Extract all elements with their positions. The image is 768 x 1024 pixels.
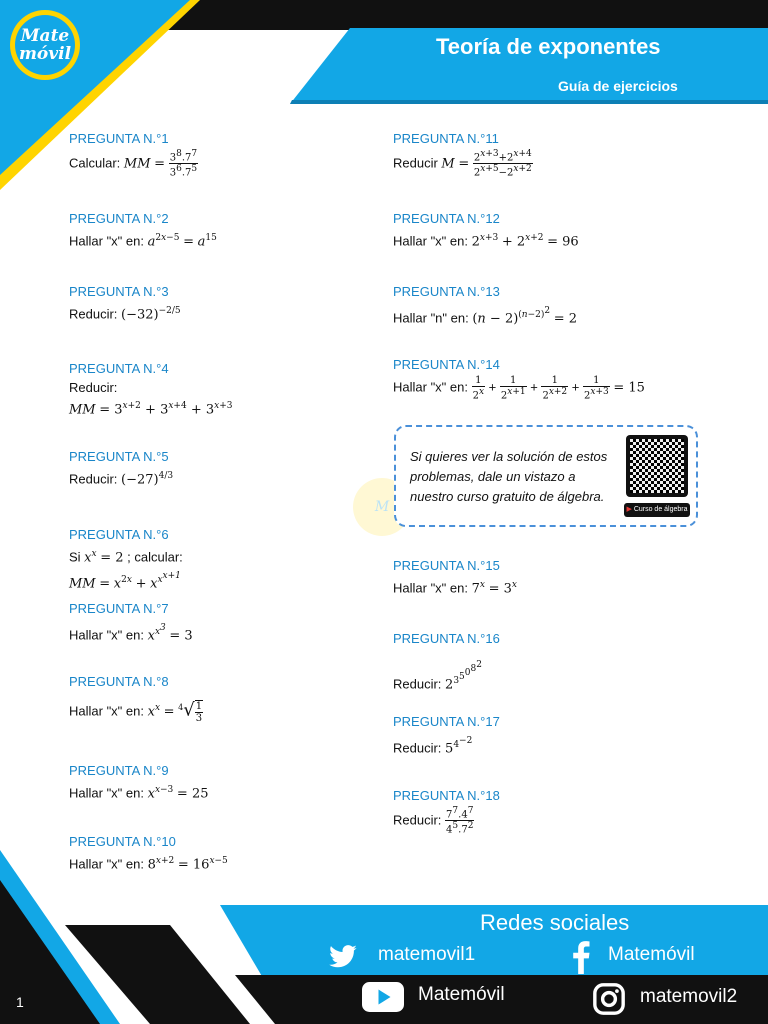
qr-code[interactable] bbox=[626, 435, 688, 497]
question-prefix: Si bbox=[69, 549, 85, 565]
question-prefix: Reducir: bbox=[69, 471, 122, 487]
matemovil-watermark: M bbox=[353, 478, 411, 536]
question-label: PREGUNTA N.°7 bbox=[69, 601, 169, 616]
twitter-icon[interactable] bbox=[326, 942, 360, 972]
question-7: PREGUNTA N.°7 Hallar "x" en: $x^{x^3} = 3$ bbox=[69, 601, 193, 644]
facebook-icon[interactable] bbox=[570, 940, 592, 974]
question-label: PREGUNTA N.°5 bbox=[69, 449, 169, 464]
question-prefix: Reducir: bbox=[69, 380, 118, 395]
youtube-icon: ▶ bbox=[626, 506, 632, 513]
question-label: PREGUNTA N.°16 bbox=[393, 631, 500, 646]
question-prefix: Hallar "x" en: bbox=[69, 703, 148, 719]
qr-label[interactable] bbox=[624, 503, 690, 517]
question-prefix: Hallar "x" en: bbox=[69, 785, 148, 801]
question-2: PREGUNTA N.°2 Hallar "x" en: $a^{2x-5} = a^{15}$ bbox=[69, 211, 217, 250]
question-prefix: Hallar "n" en: bbox=[393, 310, 473, 326]
question-14: PREGUNTA N.°14 Hallar "x" en: $\frac{1}{2^x}$ + $\frac{1}{2^{x+1}}$ + $\frac{1}{2^{x+2}}$ + $\frac{1}{2^{x+3}}$ = 15 bbox=[393, 357, 645, 402]
question-prefix: Reducir bbox=[393, 155, 442, 171]
logo-text-line1: Mate bbox=[20, 26, 70, 46]
question-prefix: Reducir: bbox=[393, 812, 446, 828]
question-label: PREGUNTA N.°18 bbox=[393, 788, 500, 803]
course-promo-box[interactable] bbox=[394, 425, 698, 527]
question-12: PREGUNTA N.°12 Hallar "x" en: $2^{x+3} + 2^{x+2} = 96$ bbox=[393, 211, 579, 250]
question-prefix: Reducir: bbox=[393, 740, 446, 756]
page-number: 1 bbox=[16, 994, 24, 1010]
question-label: PREGUNTA N.°13 bbox=[393, 284, 500, 299]
question-4: PREGUNTA N.°4 Reducir: MM = $3^{x+2} + 3^{x+4} + 3^{x+3}$ bbox=[69, 361, 233, 418]
twitter-handle[interactable]: matemovil1 bbox=[378, 944, 476, 965]
instagram-handle[interactable]: matemovil2 bbox=[640, 986, 738, 1007]
question-prefix: Hallar "x" en: bbox=[393, 233, 472, 249]
logo-text-line2: móvil bbox=[18, 44, 72, 64]
promo-text: Si quieres ver la solución de estos problemas, dale un vistazo a nuestro curso gratuito de álgebra. bbox=[410, 449, 608, 504]
question-10: PREGUNTA N.°10 Hallar "x" en: $8^{x+2} = 16^{x-5}$ bbox=[69, 834, 228, 873]
question-label: PREGUNTA N.°1 bbox=[69, 131, 169, 146]
question-label: PREGUNTA N.°12 bbox=[393, 211, 500, 226]
question-prefix: Reducir: bbox=[69, 306, 122, 322]
page-subtitle: Guía de ejercicios bbox=[558, 78, 678, 94]
question-prefix: Reducir: bbox=[393, 676, 446, 692]
question-label: PREGUNTA N.°8 bbox=[69, 674, 169, 689]
question-6: PREGUNTA N.°6 Si $x^x = 2$ ; calcular: MM = $x^{2x} + x^{x^{x+1}}$ bbox=[69, 527, 183, 592]
instagram-icon[interactable] bbox=[592, 982, 626, 1016]
question-11: PREGUNTA N.°11 Reducir M = $\frac{2^{x+3}+2^{x+4}}{2^{x+5}-2^{x+2}}$ bbox=[393, 131, 532, 179]
question-label: PREGUNTA N.°4 bbox=[69, 361, 169, 376]
question-prefix: Hallar "x" en: bbox=[69, 233, 148, 249]
question-17: PREGUNTA N.°17 Reducir: $5^{4^{-2}}$ bbox=[393, 714, 500, 757]
question-label: PREGUNTA N.°10 bbox=[69, 834, 176, 849]
youtube-icon[interactable] bbox=[362, 982, 404, 1012]
question-prefix: Calcular: bbox=[69, 155, 124, 171]
question-prefix: Hallar "x" en: bbox=[393, 379, 472, 395]
question-18: PREGUNTA N.°18 Reducir: $\frac{7^7.4^7}{4^5.7^2}$ bbox=[393, 788, 500, 836]
question-16: PREGUNTA N.°16 Reducir: $2^{3^{5^{0^{8^2}}}}$ bbox=[393, 631, 500, 693]
question-3: PREGUNTA N.°3 Reducir: $(-32)^{-2/5}$ bbox=[69, 284, 181, 323]
facebook-name[interactable]: Matemóvil bbox=[608, 944, 695, 965]
question-label: PREGUNTA N.°3 bbox=[69, 284, 169, 299]
matemovil-logo bbox=[10, 10, 80, 80]
question-1: PREGUNTA N.°1 Calcular: MM = $\frac{3^8.7^7}{3^6.7^5}$ bbox=[69, 131, 198, 179]
question-prefix: Hallar "x" en: bbox=[393, 580, 472, 596]
question-13: PREGUNTA N.°13 Hallar "n" en: $(n - 2)^{(n-2)^2} = 2$ bbox=[393, 284, 578, 327]
qr-label-text: Curso de álgebra bbox=[633, 506, 688, 513]
social-title: Redes sociales bbox=[480, 910, 630, 935]
question-label: PREGUNTA N.°2 bbox=[69, 211, 169, 226]
question-5: PREGUNTA N.°5 Reducir: $(-27)^{4/3}$ bbox=[69, 449, 174, 488]
question-label: PREGUNTA N.°17 bbox=[393, 714, 500, 729]
youtube-name[interactable]: Matemóvil bbox=[418, 984, 505, 1005]
question-9: PREGUNTA N.°9 Hallar "x" en: $x^{x-3} = 25$ bbox=[69, 763, 209, 802]
question-label: PREGUNTA N.°15 bbox=[393, 558, 500, 573]
question-8: PREGUNTA N.°8 Hallar "x" en: $x^x = ^4√$ $\frac{1}{3}$ bbox=[69, 674, 203, 724]
question-label: PREGUNTA N.°11 bbox=[393, 131, 499, 146]
question-prefix: Hallar "x" en: bbox=[69, 856, 148, 872]
question-prefix: Hallar "x" en: bbox=[69, 627, 148, 643]
question-label: PREGUNTA N.°14 bbox=[393, 357, 500, 372]
question-label: PREGUNTA N.°6 bbox=[69, 527, 169, 542]
question-15: PREGUNTA N.°15 Hallar "x" en: $7^x = 3^x$ bbox=[393, 558, 517, 597]
question-label: PREGUNTA N.°9 bbox=[69, 763, 169, 778]
page-title: Teoría de exponentes bbox=[436, 34, 661, 59]
